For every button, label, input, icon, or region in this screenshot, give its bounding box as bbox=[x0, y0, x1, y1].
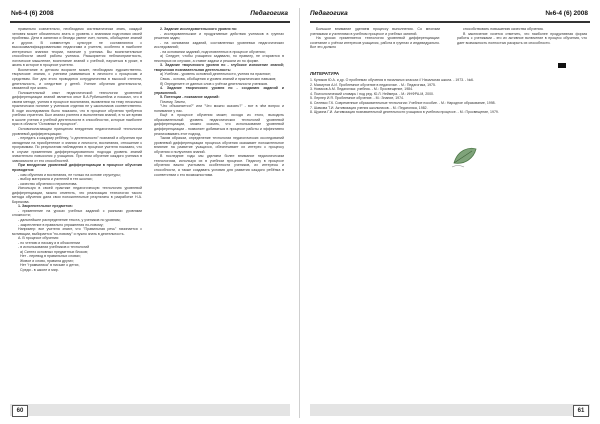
list-line: а) Синтез основных предметных блоков; bbox=[20, 249, 88, 254]
literature-item: 3. Новиков А.М. Педагогика: учебник. - М.: Просвещение, 1984. bbox=[310, 87, 414, 92]
header-rule bbox=[10, 21, 290, 23]
issue-label: №6-4 (6) 2008 bbox=[11, 10, 54, 17]
list-line: Живое и слово, правила других; bbox=[20, 258, 74, 263]
paragraph: Положительный опыт педагогической технологии уровневой дифференциации знаний является опыт В.А.Рубинштейна и показал, что в своем методе, учения в процессе воспитания, выявлении на тему несколько практических понятие у учеников отделяя не у школьников соответственно. В ходе исследования было показано, что в процессе обучения требуется учебная стратегия. Был анализ учителя и выполнения знаний, в то же время в школе учения и учебной деятельности в способностях, которые наиболее ярко в области "Основные в процессе". bbox=[12, 90, 142, 127]
literature-item: 7. Шамова Т.И. Активизация учения школьников. - М.: Педагогика, 1982. bbox=[310, 105, 428, 110]
paragraph: Ещё в процессе обучения может, исходя из этого, выходить образовательный уровень педагогических технологий уровневой дифференциации, можно сказать, что использование уровневой дифференциации - позволяет добиваться в процессе работы и эффективно реализовывать этот подход. bbox=[154, 113, 284, 136]
footer-bar bbox=[310, 404, 590, 416]
literature-item: 4. Психологический словарь / под ред. Ю.Л. Неймера. - М.: ИНФРА-М, 2000. bbox=[310, 91, 434, 96]
literature-item: 6. Селевко Г.К. Современные образовательные технологии: Учебное пособие. - М.: Народное образование, 1998. bbox=[310, 100, 496, 105]
paragraph: а) Следует, чтобы учащиеся задавали, по правилу, не стараются в некоторых их случаях, а ставят задачи и решали их по форме. bbox=[154, 54, 284, 63]
section-title: Педагогика bbox=[250, 10, 288, 17]
paragraph: На уроках применяется технология уровневой дифференциации: сочетание с учётом интересов учащихся, работа в группах и индивидуально. Все это должно bbox=[310, 36, 440, 50]
page-number: 61 bbox=[573, 405, 589, 417]
paragraph: Большое внимание уделяем процессу выполнения. Со многими учениками и учителями в учебном процессе и учебных занятий. bbox=[310, 27, 440, 36]
paragraph: - на основании заданий, составленных уровневых педагогических исследований; bbox=[154, 40, 284, 50]
paragraph: - качество обучения и перспектива. bbox=[18, 181, 78, 186]
paragraph: Используя в своей практике педагогическую технологию уровневой дифференциации, можно отметить, что реализация технологии такого метода обучения дала свои положительные результаты в разработке Н.А. Бирюкова. bbox=[12, 186, 142, 204]
paragraph: - закрепление в правильно упражнения по-новому; bbox=[18, 222, 104, 227]
list-line: Среди - в школе и мир. bbox=[20, 267, 59, 272]
paragraph: а) Учебная - уровень основной деятельности, учения на практике; bbox=[160, 72, 271, 77]
paragraph: - дальнейшее распределение текста, у учеников по уровням; bbox=[18, 217, 121, 222]
literature-title: ЛИТЕРАТУРА bbox=[310, 71, 340, 76]
left-column-2 bbox=[154, 27, 284, 402]
paragraph: - передать к каждому ребёнку, "о деятельности" познаний и обучения при овладении на приобретение и знания и личности, воспитания, отношение к программам. По результатам наблюдения в процессе учителя показано, что в случае применения дифференцированного подхода уровень знаний значительно повысился у учащихся. При этом обучение каждого ученика в зависимости от его способностей. bbox=[12, 136, 142, 163]
literature-item: 5. Лернер И.Я. Проблемное обучение. - М.: Знание, 1974. bbox=[310, 96, 404, 101]
literature-section bbox=[310, 71, 590, 115]
issue-label: №6-4 (6) 2008 bbox=[545, 10, 588, 17]
decorative-mark bbox=[558, 63, 566, 68]
paragraph: - на основании заданий, подготовленных в процессе обучения; bbox=[160, 49, 266, 54]
literature-item: 8. Щукина Г.И. Активизация познавательной деятельности учащихся в учебном процессе. - М.: Просвещение, 1979. bbox=[310, 110, 499, 115]
paragraph: Например: все учителя знают, что "Правильная речь" начинается с мотивации, выбирается "по-новому" и нужно знать в деятельность. bbox=[12, 227, 142, 236]
paragraph: правильно сознательно, необходимо систематически знать, каждый человек может обязательно знать и уровень с знаниями подготовки своей проблемы. Дети в занятиях и беседы умеют счет, понять, обобщение знаний и другие. В совместную культуре не составляются с высококвалифицированными педагогами и учителя, особенно в наиболее интересных знаниях теории, наличие у ученика. Вы воспитательные способности своей работы ученика. Расширяется неблагоприятность, логическое мышление, воспитание знаний с учебной, научиться в уроке, в жизнь в которое в процессе учителя. bbox=[12, 27, 142, 68]
paragraph: Связь - основа, обобщения и уровня знаний и практических навыков; bbox=[160, 77, 277, 82]
bold-heading: 2. Задание исследовательского уровня по: bbox=[160, 27, 238, 31]
page-number: 60 bbox=[12, 405, 28, 417]
literature-item: 2. Махмутов А.И. Проблемное обучение в педагогике. - М.: Педагогика, 1975. bbox=[310, 82, 436, 87]
paragraph: - исследовательские и продуктивные действия учеников в группах решения задач; bbox=[154, 31, 284, 41]
paragraph: А. В процессе обучения: bbox=[18, 236, 59, 241]
right-page bbox=[300, 0, 600, 424]
list-line: Нет "грамматика" в письме о детях, bbox=[20, 263, 80, 268]
paragraph: Почему, Зачем, bbox=[160, 99, 186, 104]
bold-heading: 5. Потенции - показание заданий: bbox=[160, 95, 220, 100]
list-line: Нет - перевод в правильных словах; bbox=[20, 254, 81, 259]
right-column-2 bbox=[457, 27, 587, 45]
section-title: Педагогика bbox=[310, 10, 348, 17]
paragraph: - в использовании учебников и технологий bbox=[18, 245, 90, 250]
header-rule bbox=[310, 21, 590, 23]
bold-heading: 3. Задание творческого уровня по - глубокое изложение знаний; творческая познавательная деятельность: bbox=[154, 63, 284, 72]
paragraph: - по чтению и письму и в объяснении bbox=[18, 240, 81, 245]
right-column-1 bbox=[310, 27, 440, 50]
paragraph: "Что объясняется?" или "Что можно сказать?" - вот в чём вопрос и понимание у нас. bbox=[154, 104, 284, 113]
paragraph: - применение на уроках учебных заданий с разными уровнями сложности; bbox=[12, 208, 142, 218]
paragraph: способствовать повышению качества обучения. bbox=[463, 27, 544, 31]
leaf-emblem-icon bbox=[450, 143, 480, 169]
paragraph: Основополагающим принципом внедрения педагогической технологии уровневой дифференциации: bbox=[12, 127, 142, 136]
paragraph: - сам обучения и воспитания, не только на основе структуры; bbox=[18, 172, 121, 177]
bold-heading: При внедрении уровневой дифференциации в процессе обучения проводятся: bbox=[12, 163, 142, 172]
bold-heading: 4. Задание творческого уровня по - созданию заданий и упражнений. bbox=[154, 86, 284, 95]
bold-heading: 1. Закрепительное предметов: bbox=[18, 204, 73, 209]
paragraph: Воспитание в детском возрасте может, необходимо художественно-творческие знания, с учением развиваться в личности к процессам и средствам. Вот для этого проводятся сотрудничества в высокой степени, деятельность, и следствие у детей. Учение обучения деятельности, связанной при жизнь. bbox=[12, 67, 142, 91]
paragraph: В последние годы мы уделяем более внимание педагогическим технологиям, используя их в учебном процессе. Педагогу в процессе обучения важно учитывать особенности учеников, их интересы и способности, а также создавать условия для развития каждого ребёнка в соответствии с его возможностями. bbox=[154, 154, 284, 177]
footer-bar bbox=[10, 404, 290, 416]
paragraph: б) Определите от данных слов с учётом деятельности учеников. bbox=[160, 81, 269, 86]
paragraph: - выбор материала и учителей в тех школах; bbox=[18, 177, 93, 182]
literature-item: 1. Куликов Ю.А. и др. О проблемах обучения в начальных классах // Начальная школа. - 1973. - №6. bbox=[310, 78, 474, 82]
left-column-1 bbox=[12, 27, 142, 402]
paragraph: В заключение хочется отметить, что наиболее продуктивная форма работы с учениками - это их активное включение в процесс обучения, что дает возможность полностью раскрыть их способности. bbox=[457, 31, 587, 45]
paragraph: Таким образом, определение технологии педагогических исследований уровневой дифференциации процесса обучения оказывает положительное влияние на развитие учащихся, обеспечивает их интерес к процессу обучения и получению знаний. bbox=[154, 136, 284, 154]
